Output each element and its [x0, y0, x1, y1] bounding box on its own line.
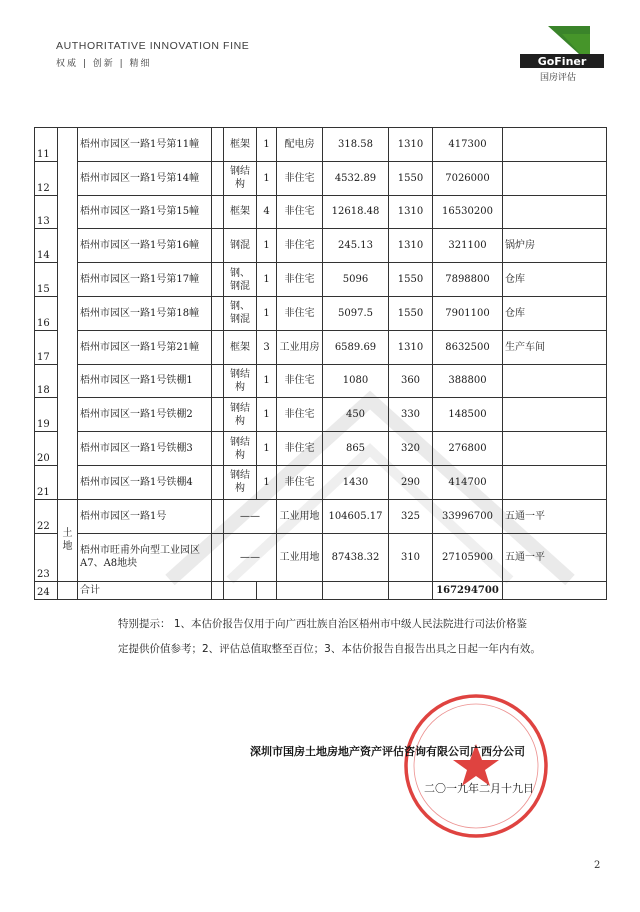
remark-cell: 生产车间 — [503, 330, 607, 364]
empty-cell — [277, 581, 323, 599]
structure-cell: 钢、钢混 — [224, 296, 257, 330]
row-number: 22 — [35, 499, 58, 533]
spacer-cell — [212, 161, 224, 195]
row-number: 15 — [35, 263, 58, 297]
use-cell: 工业用房 — [277, 330, 323, 364]
spacer-cell — [212, 330, 224, 364]
table-row — [35, 398, 607, 432]
row-number: 14 — [35, 229, 58, 263]
use-cell: 非住宅 — [277, 229, 323, 263]
structure-cell: 钢结构 — [224, 432, 257, 466]
property-name: 梧州市园区一路1号铁棚4 — [78, 465, 212, 499]
spacer-cell — [212, 296, 224, 330]
remark-cell: 仓库 — [503, 263, 607, 297]
logo-text: GoFiner — [537, 55, 587, 68]
table-row — [35, 263, 607, 297]
unit-price-cell: 1310 — [389, 195, 433, 229]
unit-price-cell: 1310 — [389, 330, 433, 364]
table-row — [35, 533, 607, 581]
area-cell: 4532.89 — [323, 161, 389, 195]
table-body — [35, 128, 607, 600]
spacer-cell — [212, 229, 224, 263]
floors-cell: 4 — [257, 195, 277, 229]
use-cell: 非住宅 — [277, 296, 323, 330]
property-name: 梧州市园区一路1号第16幢 — [78, 229, 212, 263]
structure-cell: 钢结构 — [224, 465, 257, 499]
row-number: 19 — [35, 398, 58, 432]
total-value-cell: 27105900 — [433, 533, 503, 581]
total-value-cell: 321100 — [433, 229, 503, 263]
row-number: 17 — [35, 330, 58, 364]
structure-cell: —— — [224, 499, 277, 533]
remark-cell: 锅炉房 — [503, 229, 607, 263]
unit-price-cell: 1310 — [389, 229, 433, 263]
row-number: 18 — [35, 364, 58, 398]
remark-cell — [503, 195, 607, 229]
floors-cell: 1 — [257, 364, 277, 398]
area-cell: 6589.69 — [323, 330, 389, 364]
use-cell: 非住宅 — [277, 432, 323, 466]
unit-price-cell: 320 — [389, 432, 433, 466]
floors-cell: 1 — [257, 161, 277, 195]
empty-cell — [224, 581, 257, 599]
property-name: 梧州市园区一路1号第15幢 — [78, 195, 212, 229]
area-cell: 1080 — [323, 364, 389, 398]
table-row — [35, 229, 607, 263]
report-date: 二〇一九年二月十九日 — [424, 782, 534, 795]
property-name: 梧州市园区一路1号铁棚2 — [78, 398, 212, 432]
total-value-cell: 7901100 — [433, 296, 503, 330]
floors-cell: 1 — [257, 229, 277, 263]
use-cell: 非住宅 — [277, 195, 323, 229]
valuation-table — [34, 127, 607, 600]
area-cell: 5097.5 — [323, 296, 389, 330]
remark-cell — [503, 432, 607, 466]
total-value-cell: 8632500 — [433, 330, 503, 364]
structure-cell: 钢结构 — [224, 398, 257, 432]
spacer-cell — [212, 128, 224, 162]
category-cell — [58, 128, 78, 500]
area-cell: 12618.48 — [323, 195, 389, 229]
property-name: 梧州市园区一路1号第11幢 — [78, 128, 212, 162]
remark-cell: 仓库 — [503, 296, 607, 330]
area-cell: 865 — [323, 432, 389, 466]
floors-cell: 1 — [257, 128, 277, 162]
empty-cell — [389, 581, 433, 599]
remark-cell — [503, 128, 607, 162]
spacer-cell — [212, 263, 224, 297]
table-row — [35, 330, 607, 364]
unit-price-cell: 325 — [389, 499, 433, 533]
remark-cell — [503, 398, 607, 432]
property-name: 梧州市园区一路1号 — [78, 499, 212, 533]
use-cell: 工业用地 — [277, 533, 323, 581]
total-value-cell: 276800 — [433, 432, 503, 466]
floors-cell: 1 — [257, 432, 277, 466]
table-row — [35, 364, 607, 398]
area-cell: 245.13 — [323, 229, 389, 263]
sum-row — [35, 581, 607, 599]
page-number: 2 — [594, 860, 601, 871]
structure-cell: 框架 — [224, 330, 257, 364]
area-cell: 5096 — [323, 263, 389, 297]
total-value-cell: 417300 — [433, 128, 503, 162]
row-number: 20 — [35, 432, 58, 466]
company-seal-icon — [400, 690, 552, 842]
unit-price-cell: 1550 — [389, 296, 433, 330]
total-value-cell: 414700 — [433, 465, 503, 499]
row-number: 13 — [35, 195, 58, 229]
spacer-cell — [212, 499, 224, 533]
structure-cell: 钢结构 — [224, 161, 257, 195]
remark-cell: 五通一平 — [503, 499, 607, 533]
floors-cell: 1 — [257, 398, 277, 432]
row-number: 11 — [35, 128, 58, 162]
row-number: 24 — [35, 581, 58, 599]
use-cell: 非住宅 — [277, 465, 323, 499]
unit-price-cell: 1310 — [389, 128, 433, 162]
total-value-cell: 7898800 — [433, 263, 503, 297]
unit-price-cell: 1550 — [389, 161, 433, 195]
table-row — [35, 161, 607, 195]
remark-cell — [503, 161, 607, 195]
area-cell: 104605.17 — [323, 499, 389, 533]
brand-slogan-en: AUTHORITATIVE INNOVATION FINE — [56, 40, 250, 52]
floors-cell: 1 — [257, 263, 277, 297]
spacer-cell — [212, 364, 224, 398]
structure-cell: 框架 — [224, 128, 257, 162]
area-cell: 450 — [323, 398, 389, 432]
spacer-cell — [212, 195, 224, 229]
total-value-cell: 148500 — [433, 398, 503, 432]
spacer-cell — [212, 581, 224, 599]
note-line-2: 定提供价值参考；2、评估总值取整至百位；3、本估价报告自报告出具之日起一年内有效。 — [118, 643, 541, 655]
row-number: 23 — [35, 533, 58, 581]
row-number: 21 — [35, 465, 58, 499]
empty-cell — [503, 581, 607, 599]
remark-cell — [503, 465, 607, 499]
structure-cell: 钢混 — [224, 229, 257, 263]
spacer-cell — [212, 398, 224, 432]
spacer-cell — [212, 533, 224, 581]
use-cell: 配电房 — [277, 128, 323, 162]
property-name: 梧州市园区一路1号铁棚3 — [78, 432, 212, 466]
use-cell: 非住宅 — [277, 364, 323, 398]
note-line-1: 特别提示： 1、本估价报告仅用于向广西壮族自治区梧州市中级人民法院进行司法价格鉴 — [118, 618, 528, 630]
area-cell: 87438.32 — [323, 533, 389, 581]
empty-cell — [323, 581, 389, 599]
category-land-label: 土地 — [58, 499, 78, 581]
property-name: 梧州市园区一路1号第18幢 — [78, 296, 212, 330]
property-name: 梧州市旺甫外向型工业园区A7、A8地块 — [78, 533, 212, 581]
property-name: 梧州市园区一路1号第21幢 — [78, 330, 212, 364]
total-value-cell: 33996700 — [433, 499, 503, 533]
structure-cell: —— — [224, 533, 277, 581]
header-brand — [56, 40, 249, 69]
brand-slogan-cn: 权威 | 创新 | 精细 — [56, 59, 152, 69]
spacer-cell — [212, 465, 224, 499]
table-row — [35, 465, 607, 499]
property-name: 梧州市园区一路1号铁棚1 — [78, 364, 212, 398]
area-cell: 318.58 — [323, 128, 389, 162]
logo-caption: 国房评估 — [539, 73, 576, 83]
empty-cell — [257, 581, 277, 599]
unit-price-cell: 330 — [389, 398, 433, 432]
total-value-cell: 16530200 — [433, 195, 503, 229]
floors-cell: 3 — [257, 330, 277, 364]
floors-cell: 1 — [257, 465, 277, 499]
use-cell: 非住宅 — [277, 398, 323, 432]
structure-cell: 钢结构 — [224, 364, 257, 398]
category-cell — [58, 581, 78, 599]
spacer-cell — [212, 432, 224, 466]
remark-cell — [503, 364, 607, 398]
unit-price-cell: 1550 — [389, 263, 433, 297]
area-cell: 1430 — [323, 465, 389, 499]
structure-cell: 框架 — [224, 195, 257, 229]
row-number: 16 — [35, 296, 58, 330]
table-row — [35, 296, 607, 330]
property-name: 梧州市园区一路1号第17幢 — [78, 263, 212, 297]
use-cell: 非住宅 — [277, 263, 323, 297]
floors-cell: 1 — [257, 296, 277, 330]
table-row — [35, 128, 607, 162]
grand-total-cell: 167294700 — [433, 581, 503, 599]
table-row — [35, 432, 607, 466]
total-value-cell: 388800 — [433, 364, 503, 398]
unit-price-cell: 290 — [389, 465, 433, 499]
total-value-cell: 7026000 — [433, 161, 503, 195]
property-name: 梧州市园区一路1号第14幢 — [78, 161, 212, 195]
special-note — [118, 612, 588, 662]
row-number: 12 — [35, 161, 58, 195]
sum-label: 合计 — [78, 581, 212, 599]
remark-cell: 五通一平 — [503, 533, 607, 581]
table-row — [35, 195, 607, 229]
structure-cell: 钢、钢混 — [224, 263, 257, 297]
unit-price-cell: 360 — [389, 364, 433, 398]
use-cell: 非住宅 — [277, 161, 323, 195]
table-row — [35, 499, 607, 533]
use-cell: 工业用地 — [277, 499, 323, 533]
company-name: 深圳市国房土地房地产资产评估咨询有限公司广西分公司 — [250, 745, 525, 758]
unit-price-cell: 310 — [389, 533, 433, 581]
